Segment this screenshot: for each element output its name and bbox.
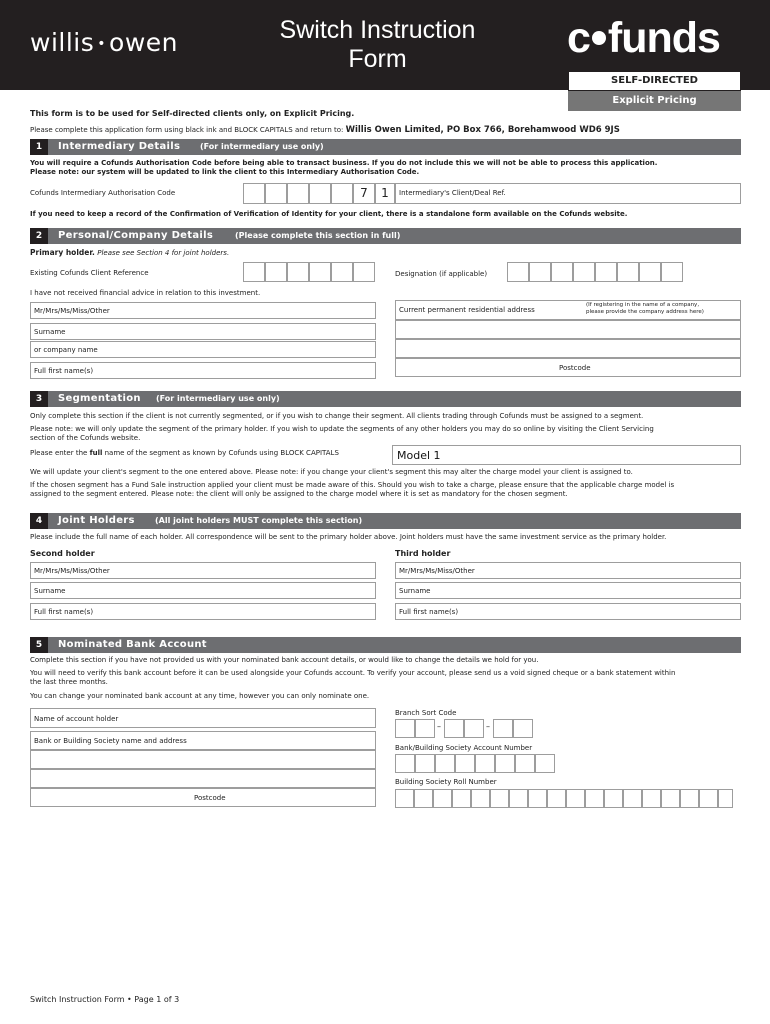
form-title (235, 16, 520, 74)
third-holder-first-names-label: Full first name(s) (399, 608, 459, 616)
bank-name-field[interactable] (30, 731, 376, 750)
section-2-subtitle: (Please complete this section in full) (235, 231, 401, 240)
address-postcode-field[interactable] (395, 358, 741, 377)
cofunds-logo-dot-icon (592, 31, 606, 45)
section-4-note: Please include the full name of each holder. All correspondence will be sent to the primary holder above. Joint holders must have the same investment service as the primary holder. (30, 533, 667, 541)
client-ref-cell[interactable] (331, 262, 353, 282)
intro-line2 (30, 124, 620, 136)
section-3-para3: We will update your client's segment to the one entered above. Please note: if you change your client's segment this may alter the charge model your client is assigned to. (30, 468, 633, 476)
section-1-number: 1 (30, 139, 48, 155)
section-2-number: 2 (30, 228, 48, 244)
roll-number-cell[interactable] (623, 789, 642, 808)
section-5-number: 5 (30, 637, 48, 653)
section-5-para1: Complete this section if you have not provided us with your nominated bank account details, or would like to change the details we hold for you. (30, 656, 539, 664)
section-5-title: Nominated Bank Account (58, 639, 207, 650)
primary-first-names-field[interactable] (30, 362, 376, 379)
sort-code-cell[interactable] (395, 719, 415, 738)
intro-return-text: Please complete this application form using black ink and BLOCK CAPITALS and return to: (30, 126, 344, 134)
no-advice-text: I have not received financial advice in relation to this investment. (30, 289, 261, 297)
roll-number-cell[interactable] (509, 789, 528, 808)
primary-surname-label: Surname (34, 328, 66, 336)
client-ref-label: Intermediary's Client/Deal Ref. (399, 189, 506, 197)
section-1-header (30, 139, 741, 155)
logo-dot: • (97, 36, 107, 52)
section-3-header (30, 391, 741, 407)
designation-cell[interactable] (551, 262, 573, 282)
section-5-para3: You can change your nominated bank account at any time, however you can only nominate one. (30, 692, 370, 700)
third-holder-heading: Third holder (395, 549, 451, 558)
page-footer: Switch Instruction Form • Page 1 of 3 (30, 995, 180, 1004)
roll-number-cell[interactable] (528, 789, 547, 808)
logo-owen: owen (109, 28, 178, 57)
sort-code-cell[interactable] (464, 719, 484, 738)
address-line-1[interactable] (395, 300, 741, 320)
roll-number-cell[interactable] (585, 789, 604, 808)
third-holder-title-label: Mr/Mrs/Ms/Miss/Other (399, 567, 475, 575)
roll-number-label: Building Society Roll Number (395, 778, 497, 786)
second-holder-title-label: Mr/Mrs/Ms/Miss/Other (34, 567, 110, 575)
section-5-para2a: You will need to verify this bank account before it can be used alongside your Cofunds account. To verify your account, please send us a void signed cheque or a bank statement within (30, 669, 676, 677)
second-holder-title-field[interactable] (30, 562, 376, 579)
sort-code-dash: – (486, 722, 490, 731)
section-3-para4b: assigned to the segment entered. Please note: the client will only be assigned to the charge model where it is set as mandatory for the chosen segment. (30, 490, 568, 498)
bank-name-label: Bank or Building Society name and address (34, 737, 187, 745)
section-3-para2a: Please note: we will only update the segment of the primary holder. If you wish to update the segments of any other holders you may do so online by visiting the Client Servicing (30, 425, 654, 433)
auth-code-cell[interactable] (265, 183, 287, 204)
section-3-title: Segmentation (58, 393, 141, 404)
client-ref-cell[interactable] (309, 262, 331, 282)
section-3-subtitle: (For intermediary use only) (156, 394, 280, 403)
second-holder-surname-label: Surname (34, 587, 66, 595)
third-holder-title-field[interactable] (395, 562, 741, 579)
auth-code-cell[interactable] (287, 183, 309, 204)
client-ref-cell[interactable] (287, 262, 309, 282)
account-number-cell[interactable] (395, 754, 415, 773)
roll-number-cell[interactable] (718, 789, 733, 808)
second-holder-first-names-field[interactable] (30, 603, 376, 620)
second-holder-heading: Second holder (30, 549, 95, 558)
address-postcode-label: Postcode (559, 364, 591, 372)
bank-address-line-2[interactable] (30, 750, 376, 769)
auth-code-cell[interactable] (309, 183, 331, 204)
account-holder-field[interactable] (30, 708, 376, 728)
account-number-cell[interactable] (435, 754, 455, 773)
verification-note: If you need to keep a record of the Confirmation of Verification of Identity for your client, there is a standalone form available on the Cofunds website. (30, 210, 628, 218)
account-number-cell[interactable] (495, 754, 515, 773)
roll-number-cell[interactable] (642, 789, 661, 808)
primary-holder-note: Please see Section 4 for joint holders. (97, 249, 230, 257)
address-note-2: please provide the company address here) (586, 309, 704, 315)
section-1-note2: Please note: our system will be updated to link the client to this Intermediary Authorisation Code. (30, 168, 420, 176)
primary-surname-field[interactable] (30, 323, 376, 340)
sort-code-cell[interactable] (513, 719, 533, 738)
intro-line1: This form is to be used for Self-directed clients only, on Explicit Pricing. (30, 109, 355, 118)
form-title-line1: Switch Instruction (279, 16, 476, 44)
account-number-cell[interactable] (515, 754, 535, 773)
account-number-cell[interactable] (415, 754, 435, 773)
third-holder-first-names-field[interactable] (395, 603, 741, 620)
auth-code-label: Cofunds Intermediary Authorisation Code (30, 189, 176, 197)
roll-number-cell[interactable] (395, 789, 414, 808)
designation-cell[interactable] (507, 262, 529, 282)
section-3-para4a: If the chosen segment has a Fund Sale instruction applied your client must be made aware of this. Should you wish to take a charge, please ensure that the applicable charge model is (30, 481, 675, 489)
self-directed-badge: SELF-DIRECTED (568, 71, 741, 91)
sort-code-dash: – (437, 722, 441, 731)
third-holder-surname-label: Surname (399, 587, 431, 595)
auth-code-digit[interactable]: 1 (375, 183, 395, 204)
second-holder-surname-field[interactable] (30, 582, 376, 599)
designation-cell[interactable] (617, 262, 639, 282)
primary-first-names-label: Full first name(s) (34, 367, 94, 375)
account-number-label: Bank/Building Society Account Number (395, 744, 533, 752)
company-name-field[interactable] (30, 341, 376, 358)
address-line-3[interactable] (395, 339, 741, 358)
cofunds-logo (567, 14, 720, 63)
roll-number-cell[interactable] (490, 789, 509, 808)
segment-instruction-post: name of the segment as known by Cofunds using BLOCK CAPITALS (102, 449, 339, 457)
designation-cell[interactable] (529, 262, 551, 282)
segment-name-input[interactable] (392, 445, 741, 465)
account-holder-label: Name of account holder (34, 715, 119, 723)
client-ref-field[interactable] (395, 183, 741, 204)
auth-code-digit[interactable]: 7 (353, 183, 375, 204)
primary-holder-label: Primary holder. (30, 248, 95, 257)
roll-number-cell[interactable] (680, 789, 699, 808)
section-4-number: 4 (30, 513, 48, 529)
address-line-2[interactable] (395, 320, 741, 339)
third-holder-surname-field[interactable] (395, 582, 741, 599)
sort-code-cell[interactable] (444, 719, 464, 738)
primary-holder-line (30, 248, 229, 258)
segment-instruction-bold: full (89, 449, 103, 457)
section-5-para2b: the last three months. (30, 678, 108, 686)
auth-code-cell[interactable] (331, 183, 353, 204)
roll-number-cell[interactable] (699, 789, 718, 808)
existing-ref-label: Existing Cofunds Client Reference (30, 269, 149, 277)
section-2-title: Personal/Company Details (58, 230, 214, 241)
segment-instruction (30, 449, 339, 459)
cofunds-logo-funds: funds (607, 14, 720, 62)
logo-willis: willis (30, 28, 95, 57)
designation-cell[interactable] (661, 262, 683, 282)
explicit-pricing-badge: Explicit Pricing (568, 91, 741, 111)
willis-owen-logo (30, 28, 178, 57)
roll-number-cell[interactable] (452, 789, 471, 808)
section-3-para2b: section of the Cofunds website. (30, 434, 141, 442)
segment-name-value: Model 1 (397, 449, 441, 462)
roll-number-cell[interactable] (414, 789, 433, 808)
sort-code-cell[interactable] (415, 719, 435, 738)
second-holder-first-names-label: Full first name(s) (34, 608, 94, 616)
bank-address-line-3[interactable] (30, 769, 376, 788)
roll-number-cell[interactable] (433, 789, 452, 808)
cofunds-logo-c: c (567, 14, 590, 62)
roll-number-cell[interactable] (471, 789, 490, 808)
section-1-subtitle: (For intermediary use only) (200, 142, 324, 151)
designation-cell[interactable] (639, 262, 661, 282)
section-5-header (30, 637, 741, 653)
account-number-cell[interactable] (535, 754, 555, 773)
roll-number-cell[interactable] (547, 789, 566, 808)
sort-code-cell[interactable] (493, 719, 513, 738)
account-number-cell[interactable] (455, 754, 475, 773)
section-2-header (30, 228, 741, 244)
section-3-para1: Only complete this section if the client is not currently segmented, or if you wish to change their segment. All clients trading through Cofunds must be assigned to a segment. (30, 412, 644, 420)
return-address: Willis Owen Limited, PO Box 766, Borehamwood WD6 9JS (345, 125, 620, 135)
section-1-title: Intermediary Details (58, 141, 181, 152)
address-label: Current permanent residential address (399, 306, 535, 314)
client-ref-cell[interactable] (243, 262, 265, 282)
designation-cell[interactable] (573, 262, 595, 282)
section-4-title: Joint Holders (58, 515, 135, 526)
roll-number-cell[interactable] (661, 789, 680, 808)
primary-title-label: Mr/Mrs/Ms/Miss/Other (34, 307, 110, 315)
section-1-note1: You will require a Cofunds Authorisation Code before being able to transact business. If you do not include this we will not be able to process this application. (30, 159, 658, 167)
address-note-1: (If registering in the name of a company, (586, 302, 700, 308)
auth-code-cell[interactable] (243, 183, 265, 204)
client-ref-cell[interactable] (265, 262, 287, 282)
client-ref-cell[interactable] (353, 262, 375, 282)
designation-label: Designation (if applicable) (395, 270, 488, 278)
bank-postcode-field[interactable] (30, 788, 376, 807)
section-4-header (30, 513, 741, 529)
primary-title-field[interactable] (30, 302, 376, 319)
designation-cell[interactable] (595, 262, 617, 282)
sort-code-label: Branch Sort Code (395, 709, 457, 717)
roll-number-cell[interactable] (604, 789, 623, 808)
section-3-number: 3 (30, 391, 48, 407)
section-4-subtitle: (All joint holders MUST complete this section) (155, 516, 363, 525)
company-name-label: or company name (34, 346, 98, 354)
account-number-cell[interactable] (475, 754, 495, 773)
form-title-line2: Form (348, 45, 407, 73)
bank-postcode-label: Postcode (194, 794, 226, 802)
segment-instruction-pre: Please enter the (30, 449, 90, 457)
roll-number-cell[interactable] (566, 789, 585, 808)
